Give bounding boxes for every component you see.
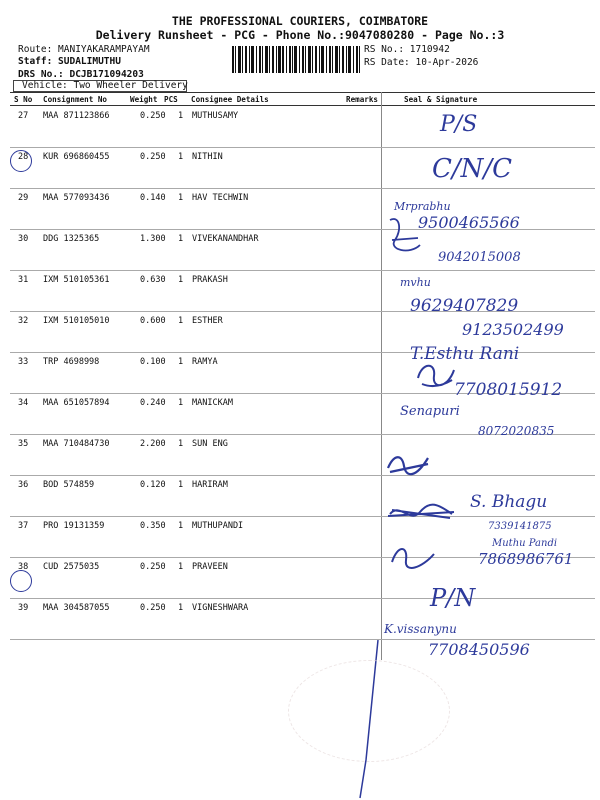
table-row — [10, 599, 595, 640]
row-consignee: ESTHER — [192, 316, 223, 326]
row-weight: 0.250 — [140, 603, 166, 613]
row-consignee: VIGNESHWARA — [192, 603, 249, 613]
handwritten-phone: 9042015008 — [438, 250, 521, 265]
col-weight: Weight — [130, 95, 158, 104]
rs-number: RS No.: 1710942 — [364, 44, 450, 55]
row-consignment: MAA 871123866 — [43, 111, 110, 121]
row-consignment: IXM 510105361 — [43, 275, 110, 285]
handwritten-note: P/S — [440, 112, 478, 137]
signature-scribble — [380, 210, 430, 265]
handwritten-name: K.vissanynu — [384, 622, 457, 636]
row-pcs: 1 — [178, 152, 184, 162]
row-pcs: 1 — [178, 398, 184, 408]
signature-scribble — [388, 540, 438, 572]
row-consignee: SUN ENG — [192, 439, 228, 449]
signature-scribble — [412, 358, 458, 392]
row-consignment: MAA 304587055 — [43, 603, 110, 613]
drs-number: DRS No.: DCJB171094203 — [18, 69, 144, 80]
row-weight: 2.200 — [140, 439, 166, 449]
row-sno: 39 — [18, 603, 29, 613]
row-consignment: MAA 651057894 — [43, 398, 110, 408]
col-consignment: Consignment No — [43, 95, 108, 104]
row-consignee: HAV TECHWIN — [192, 193, 249, 203]
row-sno: 27 — [18, 111, 29, 121]
row-weight: 0.250 — [140, 152, 166, 162]
row-pcs: 1 — [178, 111, 184, 121]
row-consignment: KUR 696860455 — [43, 152, 110, 162]
row-pcs: 1 — [178, 480, 184, 490]
handwritten-phone: 7868986761 — [478, 550, 574, 568]
row-consignee: PRAVEEN — [192, 562, 228, 572]
row-sno: 33 — [18, 357, 29, 367]
row-weight: 0.600 — [140, 316, 166, 326]
row-sno: 35 — [18, 439, 29, 449]
row-sno: 36 — [18, 480, 29, 490]
handwritten-circle-mark — [10, 570, 32, 592]
col-sno: S No — [14, 95, 33, 104]
row-consignment: IXM 510105010 — [43, 316, 110, 326]
row-sno: 31 — [18, 275, 29, 285]
row-consignee: NITHIN — [192, 152, 223, 162]
row-sno: 32 — [18, 316, 29, 326]
handwritten-phone: 8072020835 — [478, 424, 555, 438]
row-consignee: MUTHUPANDI — [192, 521, 244, 531]
barcode — [232, 46, 360, 73]
handwritten-phone: 7708015912 — [454, 380, 563, 400]
handwritten-phone: 9500465566 — [418, 213, 520, 232]
col-consignee: Consignee Details — [191, 95, 269, 104]
runsheet-subtitle: Delivery Runsheet - PCG - Phone No.:9047080280 - Page No.:3 — [95, 28, 505, 42]
handwritten-phone: 7339141875 — [488, 521, 552, 532]
handwritten-name: Senapuri — [400, 404, 460, 419]
row-consignment: TRP 4698998 — [43, 357, 100, 367]
row-weight: 0.350 — [140, 521, 166, 531]
row-pcs: 1 — [178, 603, 184, 613]
row-pcs: 1 — [178, 275, 184, 285]
row-weight: 0.120 — [140, 480, 166, 490]
row-pcs: 1 — [178, 439, 184, 449]
row-consignment: DDG 1325365 — [43, 234, 100, 244]
rs-date: RS Date: 10-Apr-2026 — [364, 57, 479, 68]
row-sno: 38 — [18, 562, 29, 572]
row-weight: 0.250 — [140, 111, 166, 121]
table-top-rule — [10, 92, 595, 93]
row-consignee: VIVEKANANDHAR — [192, 234, 259, 244]
table-row — [10, 107, 595, 148]
row-consignee: MANICKAM — [192, 398, 233, 408]
handwritten-circle-mark — [10, 150, 32, 172]
row-sno: 29 — [18, 193, 29, 203]
row-weight: 0.250 — [140, 562, 166, 572]
row-consignment: MAA 710484730 — [43, 439, 110, 449]
row-pcs: 1 — [178, 193, 184, 203]
company-title: THE PROFESSIONAL COURIERS, COIMBATORE — [171, 14, 429, 28]
row-weight: 1.300 — [140, 234, 166, 244]
route-label: Route: MANIYAKARAMPAYAM — [18, 44, 150, 55]
row-consignee: MUTHUSAMY — [192, 111, 239, 121]
row-weight: 0.100 — [140, 357, 166, 367]
row-consignee: HARIRAM — [192, 480, 228, 490]
handwritten-note: C/N/C — [432, 154, 513, 184]
row-consignee: PRAKASH — [192, 275, 228, 285]
row-consignment: MAA 577093436 — [43, 193, 110, 203]
handwritten-phone: 7708450596 — [428, 640, 530, 659]
handwritten-name: Muthu Pandi — [492, 538, 558, 549]
handwritten-name: Mrprabhu — [394, 200, 451, 213]
row-weight: 0.240 — [140, 398, 166, 408]
header-rule — [10, 105, 595, 106]
vehicle-label: Vehicle: Two Wheeler Delivery — [22, 80, 188, 91]
row-consignment: PRO 19131359 — [43, 521, 105, 531]
handwritten-name: T.Esthu Rani — [410, 344, 520, 364]
col-pcs: PCS — [164, 95, 178, 104]
handwritten-phone: 9123502499 — [462, 320, 564, 339]
row-sno: 37 — [18, 521, 29, 531]
handwritten-name: mvhu — [400, 276, 431, 289]
row-consignment: BOD 574859 — [43, 480, 95, 490]
row-sno: 28 — [18, 152, 29, 162]
col-signature: Seal & Signature — [404, 95, 478, 104]
row-weight: 0.140 — [140, 193, 166, 203]
handwritten-name: S. Bhagu — [470, 492, 548, 512]
row-consignee: RAMYA — [192, 357, 218, 367]
row-pcs: 1 — [178, 562, 184, 572]
handwritten-phone: 9629407829 — [410, 296, 519, 316]
row-consignment: CUD 2575035 — [43, 562, 100, 572]
handwritten-note: P/N — [430, 584, 476, 612]
row-pcs: 1 — [178, 357, 184, 367]
signature-scribble — [386, 500, 456, 526]
signature-scribble — [384, 448, 434, 482]
table-row — [10, 435, 595, 476]
faded-stamp — [288, 660, 450, 762]
col-remarks: Remarks — [346, 95, 379, 104]
row-pcs: 1 — [178, 521, 184, 531]
row-pcs: 1 — [178, 234, 184, 244]
staff-label: Staff: SUDALIMUTHU — [18, 56, 121, 67]
row-weight: 0.630 — [140, 275, 166, 285]
row-sno: 30 — [18, 234, 29, 244]
row-sno: 34 — [18, 398, 29, 408]
row-pcs: 1 — [178, 316, 184, 326]
